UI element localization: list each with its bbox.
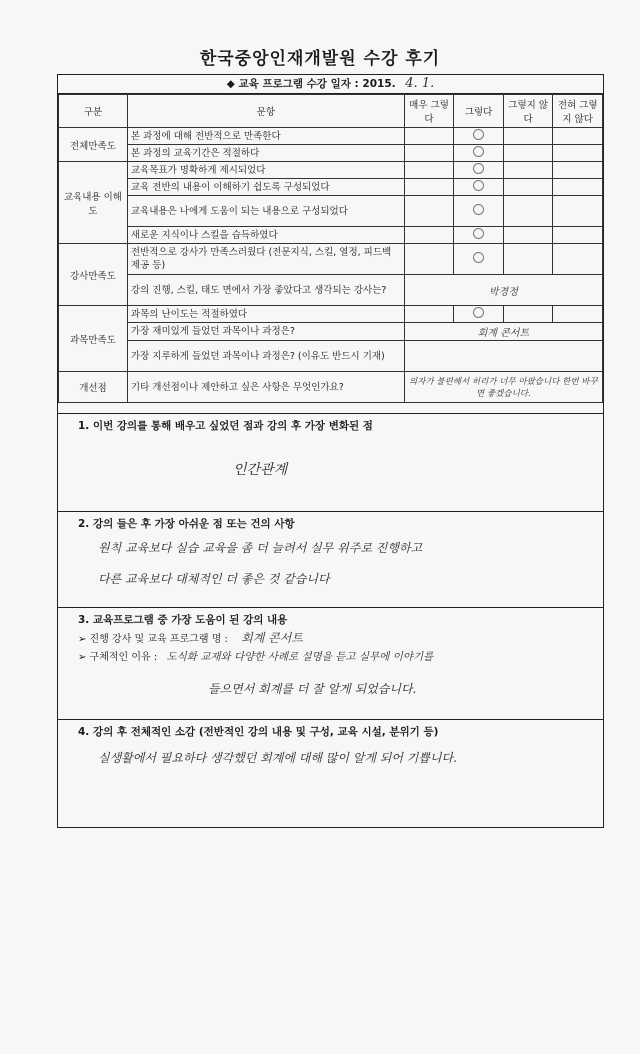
question-1-section	[58, 413, 603, 506]
circle-mark	[473, 307, 484, 318]
question-4-title: 4. 강의 후 전체적인 소감 (전반적인 강의 내용 및 구성, 교육 시설, 분위기 등)	[78, 726, 439, 738]
course-date-label: ◆ 교육 프로그램 수강 일자 : 2015.	[226, 78, 396, 90]
question-row: 교육 전반의 내용이 이해하기 쉽도록 구성되었다	[127, 179, 404, 196]
course-date-handwritten: 4. 1.	[405, 76, 435, 91]
course-date-bar	[58, 75, 603, 94]
instructor-value: 회계 콘서트	[241, 631, 303, 645]
circle-mark	[473, 252, 484, 263]
circle-mark	[473, 146, 484, 157]
question-4-answer: 실생활에서 필요하다 생각했던 회계에 대해 많이 알게 되어 기쁩니다.	[98, 751, 457, 765]
category-content: 교육내용 이해도	[59, 162, 128, 244]
category-overall: 전체만족도	[59, 128, 128, 162]
circle-mark	[473, 163, 484, 174]
header-strongly-disagree: 전혀 그렇지 않다	[553, 95, 603, 128]
question-row: 강의 진행, 스킬, 태도 면에서 가장 좋았다고 생각되는 강사는?	[127, 275, 404, 306]
question-row: 교육내용은 나에게 도움이 되는 내용으로 구성되었다	[127, 196, 404, 227]
header-question: 문항	[127, 95, 404, 128]
survey-table	[58, 94, 603, 403]
question-row: 본 과정에 대해 전반적으로 만족한다	[127, 128, 404, 145]
circle-mark	[473, 204, 484, 215]
circle-mark	[473, 180, 484, 191]
category-improvement: 개선점	[59, 372, 128, 403]
header-agree: 그렇다	[454, 95, 504, 128]
question-2-answer-line2: 다른 교육보다 대체적인 더 좋은 것 같습니다	[98, 572, 330, 586]
question-row: 기타 개선점이나 제안하고 싶은 사항은 무엇인가요?	[127, 372, 404, 403]
reason-line2: 들으면서 회계를 더 잘 알게 되었습니다.	[208, 682, 417, 696]
document-title: 한국중앙인재개발원 수강 후기	[199, 49, 441, 69]
question-3-title: 3. 교육프로그램 중 가장 도움이 된 강의 내용	[78, 614, 288, 626]
category-subject: 과목만족도	[59, 306, 128, 372]
header-strongly-agree: 매우 그렇다	[404, 95, 454, 128]
circle-mark	[473, 228, 484, 239]
question-row: 과목의 난이도는 적절하였다	[127, 306, 404, 323]
question-row: 새로운 지식이나 스킬을 습득하였다	[127, 227, 404, 244]
question-row: 가장 재미있게 들었던 과목이나 과정은?	[127, 323, 404, 341]
category-instructor: 강사만족도	[59, 244, 128, 306]
best-instructor-answer: 박경정	[488, 286, 518, 298]
question-row: 전반적으로 강사가 만족스러웠다 (전문지식, 스킬, 열정, 피드백 제공 등)	[127, 244, 404, 275]
question-1-title: 1. 이번 강의를 통해 배우고 싶었던 점과 강의 후 가장 변화된 점	[78, 420, 373, 432]
header-disagree: 그렇지 않다	[503, 95, 553, 128]
question-2-title: 2. 강의 들은 후 가장 아쉬운 점 또는 건의 사항	[78, 518, 295, 530]
question-1-answer: 인간관계	[233, 462, 288, 478]
question-3-section	[58, 607, 603, 716]
question-2-answer-line1: 원칙 교육보다 실습 교육을 좀 더 늘려서 실무 위주로 진행하고	[98, 541, 423, 555]
circle-mark	[473, 129, 484, 140]
instructor-label: ➢ 진행 강사 및 교육 프로그램 명 :	[78, 634, 228, 645]
header-category: 구분	[59, 95, 128, 128]
question-row: 가장 지루하게 들었던 과목이나 과정은? (이유도 반드시 기재)	[127, 341, 404, 372]
question-4-section	[58, 719, 603, 800]
question-row: 본 과정의 교육기간은 적절하다	[127, 145, 404, 162]
improvement-answer: 의자가 불편해서 허리가 너무 아팠습니다 한번 바꾸면 좋겠습니다.	[409, 377, 598, 399]
reason-line1: 도식화 교재와 다양한 사례로 설명을 듣고 실무에 이야기를	[166, 651, 434, 663]
question-row: 교육목표가 명확하게 제시되었다	[127, 162, 404, 179]
question-2-section	[58, 511, 603, 604]
survey-frame	[57, 74, 604, 828]
fun-course-answer: 회계 콘서트	[477, 328, 530, 339]
reason-label: ➢ 구체적인 이유 :	[78, 652, 158, 663]
